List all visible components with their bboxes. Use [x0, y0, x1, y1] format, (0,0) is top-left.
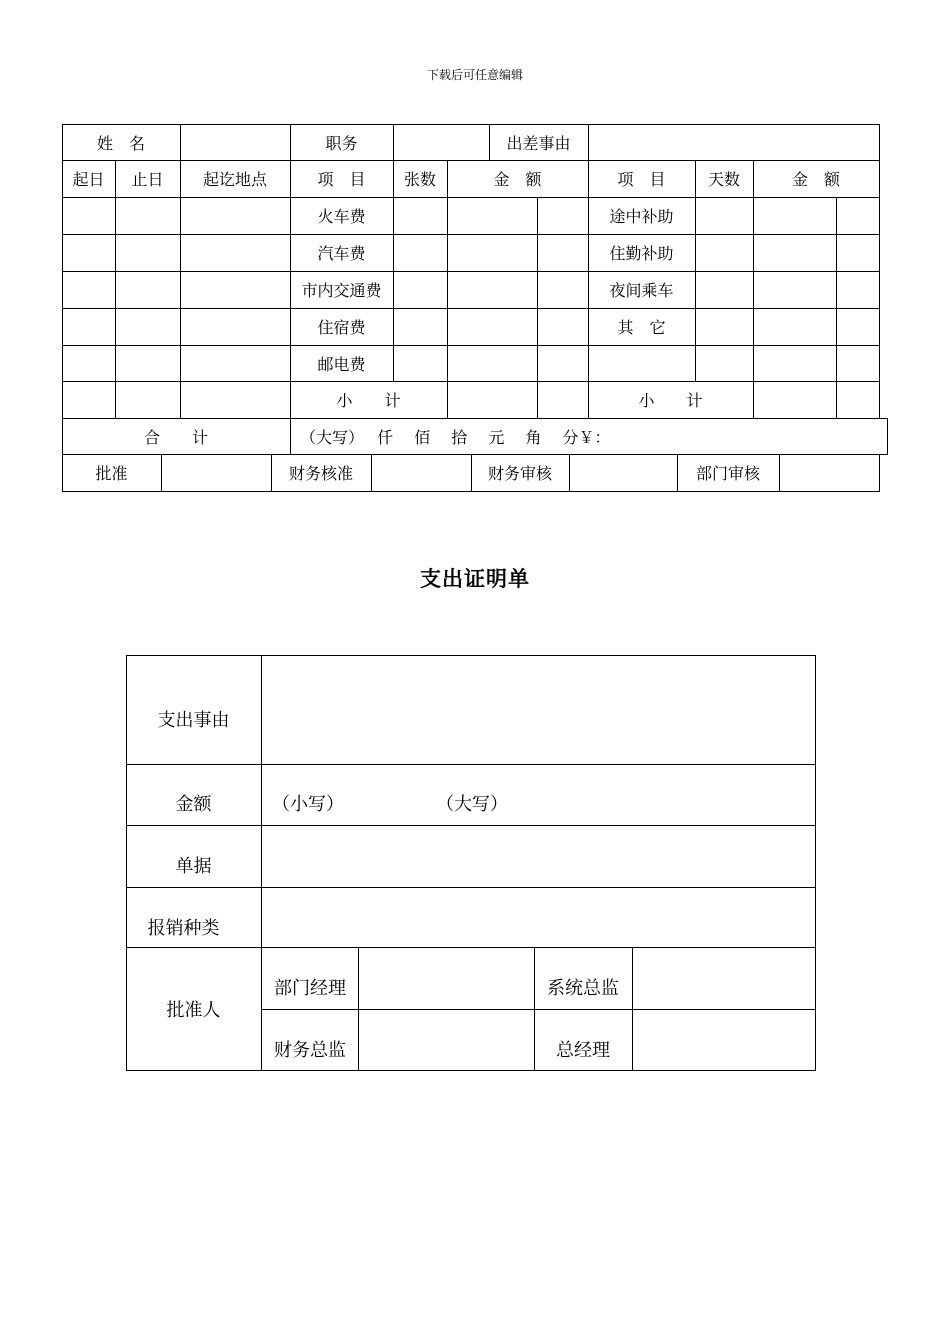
start-day-header: 起日: [72, 170, 105, 189]
item-other: 其 它: [617, 318, 666, 337]
voucher-field[interactable]: [262, 826, 815, 887]
subtotal-right-label: 小 计: [638, 391, 703, 410]
amount-header: 金 额: [493, 170, 542, 189]
general-manager-label: 总经理: [556, 1040, 610, 1061]
finance-director-label: 财务总监: [274, 1040, 346, 1061]
approve-field[interactable]: [161, 454, 271, 491]
item-night-ride: 夜间乘车: [609, 281, 674, 300]
dept-review-label: 部门审核: [695, 464, 760, 483]
item-lodging: 住宿费: [317, 318, 366, 337]
approver-label: 批准人: [166, 1000, 221, 1021]
expense-type-label: 报销种类: [147, 918, 220, 939]
total-label: 合 计: [143, 428, 208, 447]
header-note: 下载后可任意编辑: [426, 68, 523, 82]
subtotal-left-label: 小 计: [336, 391, 401, 410]
item-stay-allowance: 住勤补助: [609, 244, 674, 263]
dept-review-field[interactable]: [779, 454, 879, 491]
system-director-label: 系统总监: [547, 978, 619, 999]
item-bus-fare: 汽车费: [317, 244, 366, 263]
end-day-header: 止日: [131, 170, 164, 189]
finance-verify-field[interactable]: [371, 454, 471, 491]
approve-label: 批准: [95, 464, 128, 483]
expense-amount-label: 金额: [175, 794, 212, 815]
amount2-header: 金 额: [791, 170, 840, 189]
finance-director-field[interactable]: [359, 1010, 534, 1070]
item-city-transport: 市内交通费: [301, 281, 382, 300]
item-header: 项 目: [317, 170, 366, 189]
route-header: 起讫地点: [202, 170, 267, 189]
reason-label: 出差事由: [506, 134, 571, 153]
name-field[interactable]: [180, 124, 290, 161]
item-travel-allowance: 途中补助: [609, 207, 674, 226]
expense-certificate-title: 支出证明单: [420, 567, 530, 591]
amount-big-label: （大写）: [436, 794, 508, 815]
name-label: 姓 名: [96, 134, 145, 153]
general-manager-field[interactable]: [633, 1010, 815, 1070]
voucher-label: 单据: [175, 856, 212, 877]
count-header: 张数: [403, 170, 436, 189]
days-header: 天数: [707, 170, 740, 189]
dept-manager-label: 部门经理: [274, 978, 346, 999]
item2-header: 项 目: [617, 170, 666, 189]
reason-field[interactable]: [588, 124, 879, 161]
item-postage: 邮电费: [317, 355, 366, 374]
system-director-field[interactable]: [633, 948, 815, 1009]
expense-reason-field[interactable]: [262, 656, 815, 764]
position-field[interactable]: [393, 124, 489, 161]
expense-reason-label: 支出事由: [157, 710, 230, 731]
finance-verify-label: 财务核准: [288, 464, 353, 483]
expense-type-field[interactable]: [262, 888, 815, 947]
amount-small-label: （小写）: [272, 794, 344, 815]
finance-review-field[interactable]: [569, 454, 677, 491]
finance-review-label: 财务审核: [487, 464, 552, 483]
dept-manager-field[interactable]: [359, 948, 534, 1009]
position-label: 职务: [325, 134, 358, 153]
total-in-words: （大写） 仟 佰 拾 元 角 分￥：: [300, 428, 611, 447]
item-train-fare: 火车费: [317, 207, 366, 226]
